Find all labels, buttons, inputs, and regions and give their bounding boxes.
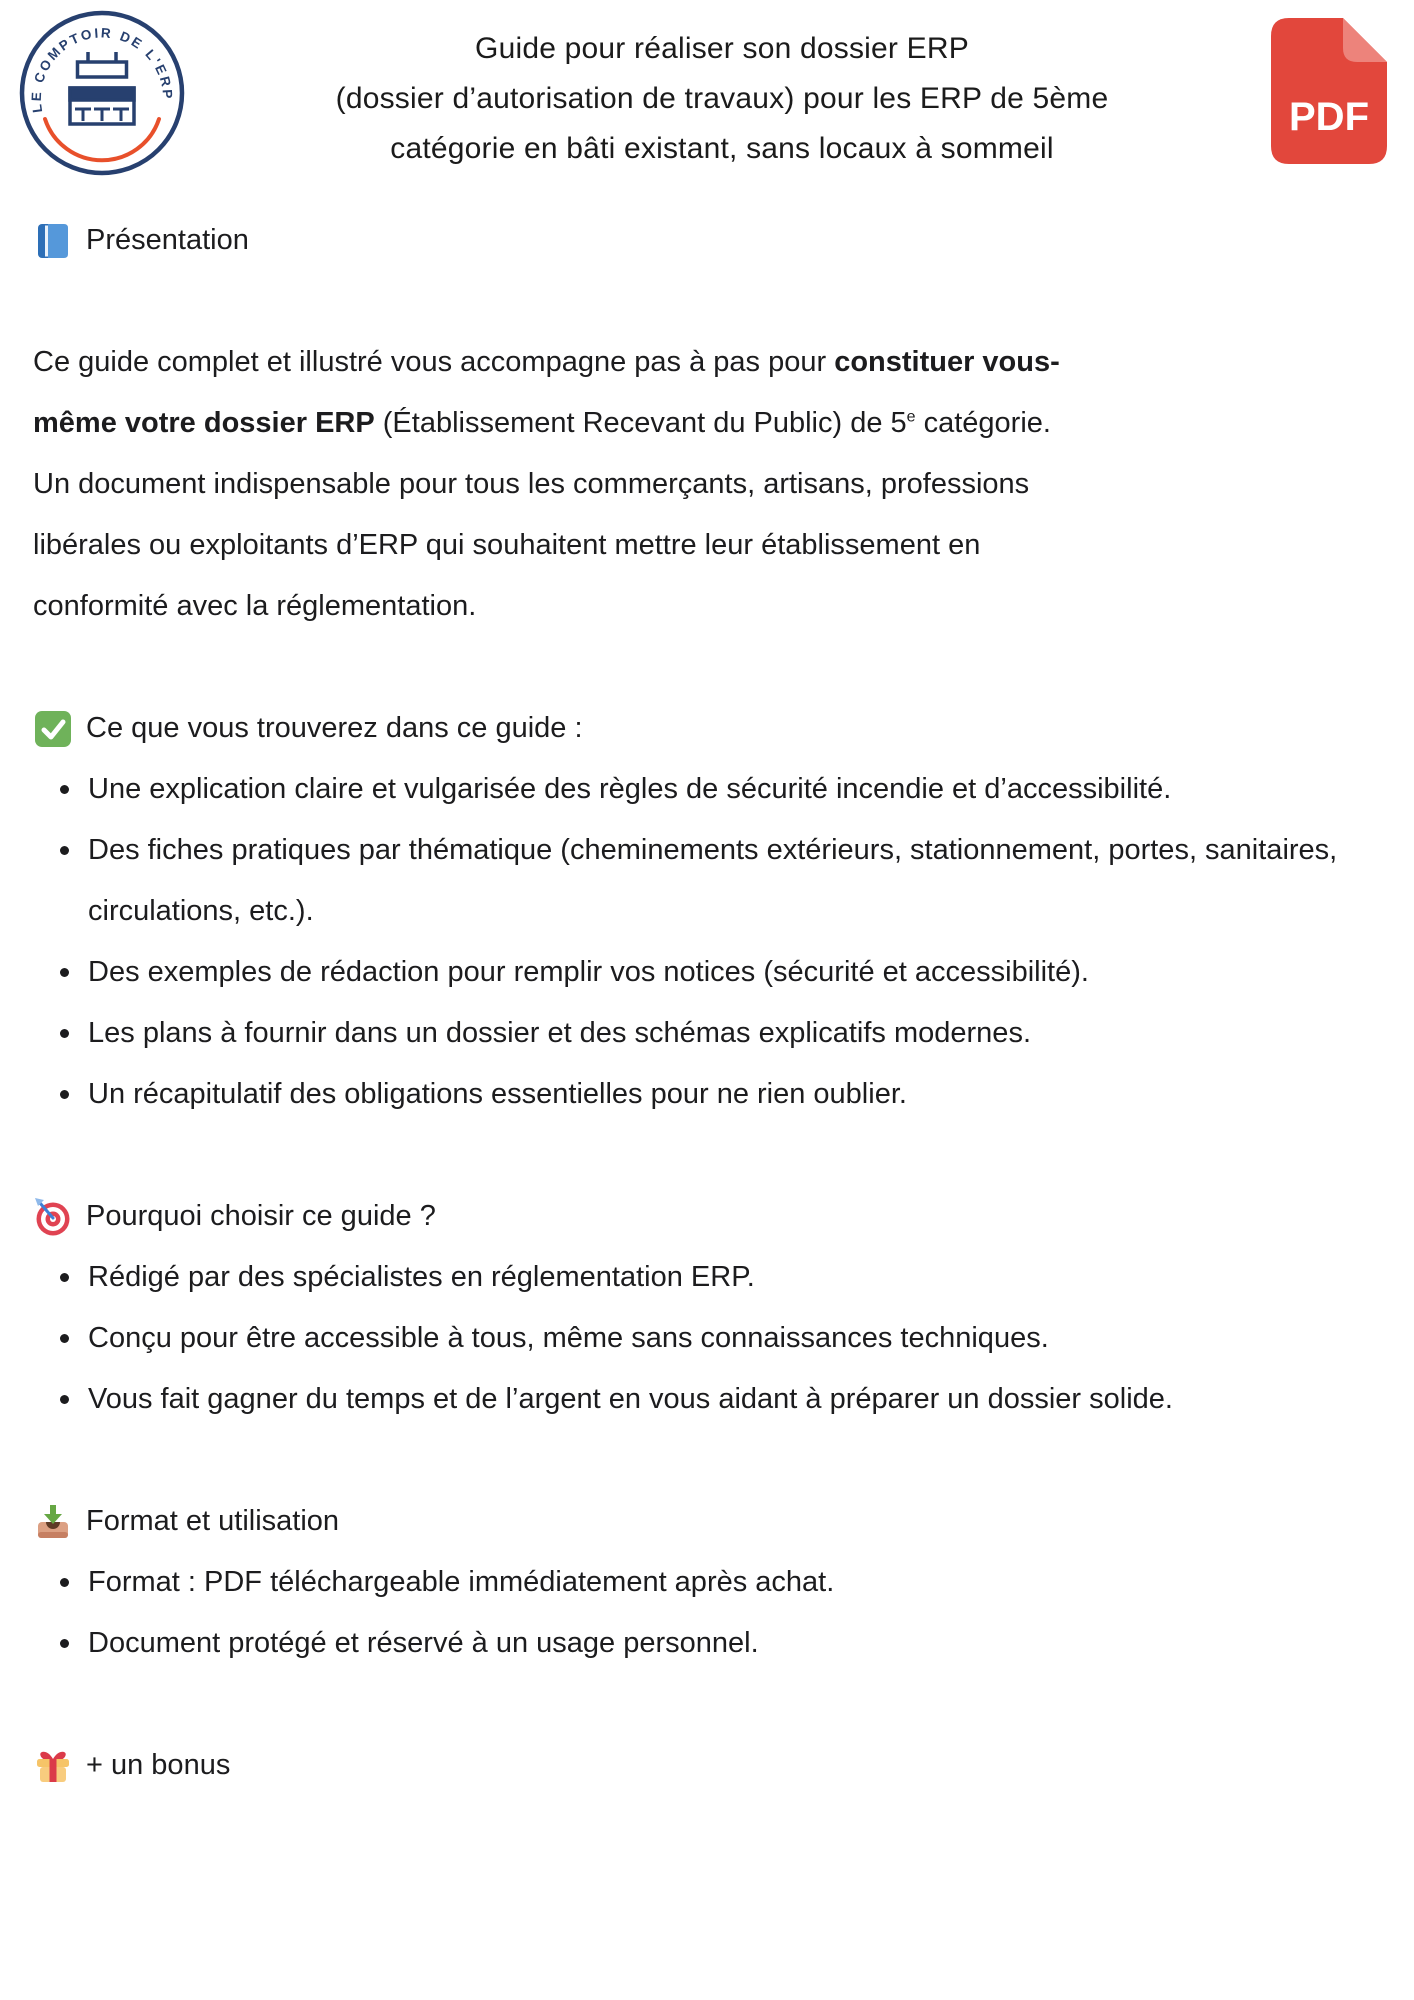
check-mark-icon	[33, 709, 73, 749]
list-item: Les plans à fournir dans un dossier et des schémas explicatifs modernes.	[33, 1003, 1388, 1064]
presentation-heading-label: Présentation	[86, 224, 249, 256]
superscript-e: e	[906, 408, 916, 426]
paragraph-text: Ce guide complet et illustré vous accompagne pas à pas pour	[33, 346, 835, 378]
paragraph-bold-text: constituer vous-	[834, 346, 1060, 378]
main-content	[0, 186, 1414, 1796]
why-choose-heading-label: Pourquoi choisir ce guide ?	[86, 1200, 436, 1232]
brand-logo-icon	[17, 8, 187, 178]
paragraph-text: catégorie.	[915, 407, 1051, 439]
why-choose-heading	[33, 1186, 1388, 1247]
list-item: Des fiches pratiques par thématique (cheminements extérieurs, stationnement, portes, sanitaires, circulations, etc.).	[33, 820, 1388, 942]
inbox-tray-icon	[33, 1502, 73, 1542]
presentation-heading	[33, 210, 1388, 271]
pdf-label: PDF	[1289, 95, 1369, 139]
format-usage-list	[33, 1552, 1388, 1674]
pdf-file-icon	[1271, 18, 1387, 164]
header	[0, 0, 1414, 186]
section-format-usage	[33, 1491, 1388, 1674]
paragraph-text: (Établissement Recevant du Public) de 5	[374, 407, 907, 439]
pdf-fold	[1343, 18, 1387, 62]
target-icon	[33, 1197, 73, 1237]
title-line-1: Guide pour réaliser son dossier ERP	[475, 32, 969, 65]
format-usage-heading	[33, 1491, 1388, 1552]
guide-contents-heading-label: Ce que vous trouverez dans ce guide :	[86, 712, 583, 744]
list-item: Des exemples de rédaction pour remplir vos notices (sécurité et accessibilité).	[33, 942, 1388, 1003]
guide-contents-list	[33, 759, 1388, 1125]
section-guide-contents	[33, 698, 1388, 1125]
format-usage-heading-label: Format et utilisation	[86, 1505, 340, 1537]
logo-arc-text: LE COMPTOIR DE L'ERP	[28, 25, 176, 114]
list-item: Un récapitulatif des obligations essentielles pour ne rien oublier.	[33, 1064, 1388, 1125]
bonus-heading-label: + un bonus	[86, 1749, 231, 1781]
blue-book-icon	[33, 221, 73, 261]
page-title	[205, 24, 1239, 174]
title-line-2: (dossier d’autorisation de travaux) pour les ERP de 5ème	[335, 82, 1109, 115]
list-item: Format : PDF téléchargeable immédiatement après achat.	[33, 1552, 1388, 1613]
gift-icon	[33, 1746, 73, 1786]
why-choose-list	[33, 1247, 1388, 1430]
brand-logo	[17, 8, 187, 178]
bonus-heading	[33, 1735, 1388, 1796]
list-item: Vous fait gagner du temps et de l’argent en vous aidant à préparer un dossier solide.	[33, 1369, 1388, 1430]
intro-paragraph	[33, 332, 1388, 637]
paragraph-text: libérales ou exploitants d’ERP qui souhaitent mettre leur établissement en	[33, 529, 981, 561]
pdf-body	[1271, 18, 1387, 164]
title-line-3: catégorie en bâti existant, sans locaux à sommeil	[390, 132, 1054, 165]
intro-paragraph-block	[33, 332, 1388, 637]
list-item: Document protégé et réservé à un usage personnel.	[33, 1613, 1388, 1674]
guide-contents-heading	[33, 698, 1388, 759]
paragraph-text: Un document indispensable pour tous les commerçants, artisans, professions	[33, 468, 1030, 500]
list-item: Rédigé par des spécialistes en réglementation ERP.	[33, 1247, 1388, 1308]
list-item: Conçu pour être accessible à tous, même sans connaissances techniques.	[33, 1308, 1388, 1369]
section-why-choose	[33, 1186, 1388, 1430]
paragraph-bold-text: même votre dossier ERP	[33, 407, 375, 439]
section-bonus	[33, 1735, 1388, 1796]
section-presentation	[33, 210, 1388, 271]
list-item: Une explication claire et vulgarisée des règles de sécurité incendie et d’accessibilité.	[33, 759, 1388, 820]
paragraph-text: conformité avec la réglementation.	[33, 590, 477, 622]
